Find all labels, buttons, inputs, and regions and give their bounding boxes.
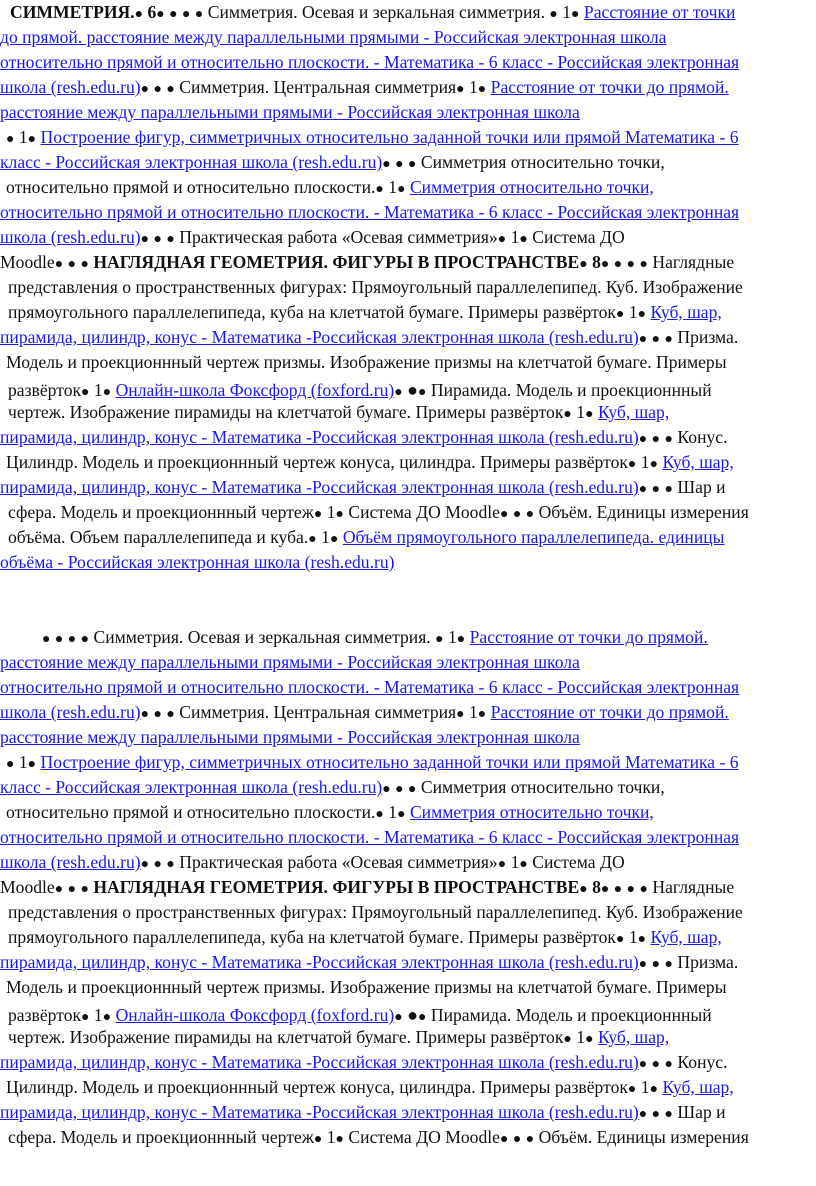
resource-link[interactable]: Расстояние от точки до прямой. <box>490 77 729 97</box>
bullet-icon: ● <box>308 532 317 547</box>
bullet-icon: ● <box>571 7 580 22</box>
resource-link[interactable]: относительно прямой и относительно плоскости. - Математика - 6 класс - Российская электронная <box>0 677 740 697</box>
topic-text: Призма. <box>677 952 739 972</box>
text-line <box>6 450 734 477</box>
text-line <box>0 550 395 574</box>
bullet-icon: ● <box>54 257 64 272</box>
bullet-icon: ● <box>585 407 594 422</box>
bullet-icon: ● <box>525 507 535 522</box>
count-number: 1 <box>326 1127 336 1147</box>
count-number: 1 <box>576 402 586 422</box>
topic-text: Симметрия. Осевая и зеркальная симметрия. <box>93 627 431 647</box>
bullet-icon: ● <box>563 407 572 422</box>
topic-text: Конус. <box>677 1052 728 1072</box>
resource-link[interactable]: расстояние между параллельными прямыми - Российская электронная школа <box>0 652 580 672</box>
bullet-icon: ● <box>153 857 162 872</box>
count-number: 1 <box>628 927 638 947</box>
bullet-icon: ● <box>27 757 37 772</box>
bullet-icon: ● <box>382 782 391 797</box>
bullet-icon: ● <box>166 857 175 872</box>
resource-link[interactable]: школа (resh.edu.ru) <box>0 77 141 97</box>
topic-text: Цилиндр. Модель и проекционнный чертеж конуса, цилиндра. Примеры развёрток <box>6 452 628 472</box>
resource-link[interactable]: класс - Российская электронная школа (resh.edu.ru) <box>0 777 383 797</box>
resource-link[interactable]: относительно прямой и относительно плоскости. - Математика - 6 класс - Российская электронная <box>0 52 740 72</box>
bullet-icon: ● <box>615 307 625 322</box>
topic-text: Система ДО Moodle <box>348 502 500 522</box>
resource-link[interactable]: Симметрия относительно точки, <box>409 802 654 822</box>
text-line <box>0 50 739 74</box>
count-number: 1 <box>469 77 478 97</box>
text-line <box>0 775 665 802</box>
text-line <box>6 125 739 152</box>
bullet-icon: ● <box>329 532 339 547</box>
bullet-icon: ● <box>637 932 647 947</box>
bullet-icon: ● <box>166 232 175 247</box>
resource-link[interactable]: пирамида, цилиндр, конус - Математика -Российская электронная школа (resh.edu.ru) <box>0 1052 639 1072</box>
topic-text: Практическая работа «Осевая симметрия» <box>179 227 498 247</box>
text-line <box>8 500 749 527</box>
count-number: 1 <box>18 752 28 772</box>
topic-text: Объём. Единицы измерения <box>538 502 749 522</box>
bullet-icon: ● <box>80 257 89 272</box>
bullet-icon: ● <box>417 385 427 400</box>
bullet-icon: ● <box>313 507 323 522</box>
bullet-icon: ● <box>627 1082 637 1097</box>
resource-link[interactable]: Расстояние от точки до прямой. <box>490 702 729 722</box>
text-line <box>8 1125 749 1152</box>
count-number: 1 <box>388 177 398 197</box>
bullet-icon: ● <box>182 7 191 22</box>
count-number: 1 <box>321 527 330 547</box>
bullet-icon: ● <box>456 82 465 97</box>
topic-text: Симметрия. Центральная симметрия <box>179 702 457 722</box>
bullet-icon: ● <box>664 332 674 347</box>
bullet-icon: ● <box>375 182 384 197</box>
topic-text: Объём. Единицы измерения <box>538 1127 749 1147</box>
topic-text: Пирамида. Модель и проекционнный <box>430 1005 712 1025</box>
resource-link[interactable]: Онлайн-школа Фоксфорд (foxford.ru) <box>115 1005 395 1025</box>
bullet-icon: ● <box>6 757 15 772</box>
topic-text: относительно прямой и относительно плоскости. <box>6 177 376 197</box>
bullet-icon: ● <box>134 7 144 22</box>
resource-link[interactable]: Расстояние от точки <box>583 2 736 22</box>
text-line <box>0 475 726 502</box>
bullet-icon: ● <box>499 1132 509 1147</box>
bullet-icon: ● <box>382 157 391 172</box>
text-line <box>0 825 739 849</box>
resource-link[interactable]: относительно прямой и относительно плоскости. - Математика - 6 класс - Российская электронная <box>0 827 740 847</box>
resource-link[interactable]: школа (resh.edu.ru) <box>0 227 141 247</box>
bullet-icon: ● <box>549 7 558 22</box>
bullet-icon: ● <box>579 257 588 272</box>
section-heading: НАГЛЯДНАЯ ГЕОМЕТРИЯ. ФИГУРЫ В ПРОСТРАНСТВЕ <box>93 877 580 897</box>
resource-link[interactable]: Куб, шар, <box>597 402 670 422</box>
text-line <box>6 975 727 999</box>
topic-text: Симметрия. Осевая и зеркальная симметрия. <box>207 2 545 22</box>
resource-link[interactable]: Симметрия относительно точки, <box>409 177 654 197</box>
topic-text: чертеж. Изображение пирамиды на клетчатой бумаге. Примеры развёрток <box>8 1027 564 1047</box>
bullet-icon: ● <box>397 807 406 822</box>
resource-link[interactable]: Куб, шар, <box>650 302 722 322</box>
bullet-icon: ● <box>335 1132 345 1147</box>
text-line <box>0 950 738 977</box>
topic-text: прямоугольного параллелепипеда, куба на клетчатой бумаге. Примеры развёрток <box>8 927 616 947</box>
topic-text: Призма. <box>677 327 739 347</box>
bullet-icon: ● <box>638 482 648 497</box>
topic-text: Система ДО <box>532 852 625 872</box>
count-number: 1 <box>326 502 336 522</box>
resource-link[interactable]: Построение фигур, симметричных относительно заданной точки или прямой Математика - 6 <box>40 127 739 147</box>
text-line <box>0 650 580 674</box>
bullet-icon: ● <box>6 132 15 147</box>
bullet-icon: ● <box>166 707 175 722</box>
topic-text: чертеж. Изображение пирамиды на клетчатой бумаге. Примеры развёрток <box>8 402 564 422</box>
bullet-icon: ● <box>664 1107 674 1122</box>
text-line <box>0 875 734 902</box>
resource-link[interactable]: Куб, шар, <box>597 1027 670 1047</box>
bullet-icon: ● <box>102 1010 112 1025</box>
topic-text: Шар и <box>677 477 726 497</box>
resource-link[interactable]: пирамида, цилиндр, конус - Математика -Российская электронная школа (resh.edu.ru) <box>0 427 639 447</box>
bullet-icon: ● <box>563 1032 572 1047</box>
bullet-icon: ● <box>638 1057 648 1072</box>
text-line <box>6 1075 734 1102</box>
bullet-icon: ● <box>585 1032 594 1047</box>
bullet-icon: ● <box>80 632 90 647</box>
bullet-icon: ● <box>67 882 77 897</box>
count-number: 1 <box>93 1005 103 1025</box>
text-line <box>8 900 743 924</box>
bullet-icon: ● <box>169 7 178 22</box>
topic-text: Конус. <box>677 427 728 447</box>
resource-link[interactable]: расстояние между параллельными прямыми - Российская электронная школа <box>0 727 580 747</box>
topic-text: относительно прямой и относительно плоскости. <box>6 802 376 822</box>
topic-text: развёрток <box>8 380 82 400</box>
count-number: 8 <box>592 877 601 897</box>
bullet-icon: ● <box>626 882 636 897</box>
count-number: 1 <box>388 802 398 822</box>
heading-symmetry: СИММЕТРИЯ. <box>10 2 135 22</box>
resource-link[interactable]: школа (resh.edu.ru) <box>0 702 141 722</box>
text-line <box>0 425 728 452</box>
count-number: 1 <box>469 702 478 722</box>
resource-link[interactable]: Расстояние от точки до прямой. <box>469 627 708 647</box>
bullet-icon: ● <box>519 857 528 872</box>
bullet-icon: ● <box>649 457 659 472</box>
resource-link[interactable]: Построение фигур, симметричных относительно заданной точки или прямой Математика - 6 <box>40 752 739 772</box>
resource-link[interactable]: Куб, шар, <box>650 927 722 947</box>
bullet-icon: ● <box>81 1010 90 1025</box>
text-line <box>10 0 735 27</box>
bullet-icon: ● <box>477 82 487 97</box>
bullet-icon: ● <box>335 507 345 522</box>
bullet-icon: ● <box>519 232 528 247</box>
count-number: 1 <box>93 380 103 400</box>
text-line <box>0 250 734 277</box>
resource-link[interactable]: Куб, шар, <box>662 1077 734 1097</box>
text-line <box>6 750 739 777</box>
bullet-icon: ● <box>651 332 661 347</box>
topic-text: Пирамида. Модель и проекционнный <box>430 380 712 400</box>
topic-text: Модель и проекционнный чертеж призмы. Изображение призмы на клетчатой бумаге. Примеры <box>6 977 727 997</box>
topic-text: сфера. Модель и проекционнный чертеж <box>8 502 314 522</box>
resource-link[interactable]: класс - Российская электронная школа (resh.edu.ru) <box>0 152 383 172</box>
count-number: 1 <box>18 127 28 147</box>
resource-link[interactable]: пирамида, цилиндр, конус - Математика -Российская электронная школа (resh.edu.ru) <box>0 477 639 497</box>
count-number: 1 <box>447 627 457 647</box>
bullet-icon: ● <box>140 707 150 722</box>
bullet-icon: ● <box>649 1082 659 1097</box>
bullet-icon: ● <box>27 132 37 147</box>
resource-link[interactable]: до прямой. расстояние между параллельными прямыми - Российская электронная школа <box>0 27 667 47</box>
bullet-icon: ● <box>407 157 417 172</box>
resource-link[interactable]: расстояние между параллельными прямыми - Российская электронная школа <box>0 102 580 122</box>
bullet-icon: ● <box>512 1132 522 1147</box>
topic-text: Moodle <box>0 877 55 897</box>
text-line <box>0 675 739 699</box>
count-number: 1 <box>628 302 638 322</box>
bullet-icon: ● <box>651 1057 661 1072</box>
bullet-icon: ● <box>81 385 90 400</box>
topic-text: сфера. Модель и проекционнный чертеж <box>8 1127 314 1147</box>
bullet-icon: ● <box>417 1010 427 1025</box>
text-line <box>0 725 580 749</box>
bullet-icon: ● <box>407 380 418 400</box>
resource-link[interactable]: пирамида, цилиндр, конус - Математика -Российская электронная школа (resh.edu.ru) <box>0 1102 639 1122</box>
text-line <box>0 150 665 177</box>
bullet-icon: ● <box>638 432 648 447</box>
bullet-icon: ● <box>153 232 162 247</box>
bullet-icon: ● <box>651 1107 661 1122</box>
bullet-icon: ● <box>153 82 162 97</box>
text-line <box>0 325 738 352</box>
text-line <box>0 1050 728 1077</box>
bullet-icon: ● <box>456 632 466 647</box>
text-line <box>8 1025 669 1052</box>
text-line <box>0 200 739 224</box>
bullet-icon: ● <box>140 232 150 247</box>
resource-link[interactable]: Куб, шар, <box>662 452 734 472</box>
bullet-icon: ● <box>639 257 649 272</box>
count-number: 1 <box>640 452 650 472</box>
count-number: 1 <box>510 227 520 247</box>
topic-text: объёма. Объем параллелепипеда и куба. <box>8 527 309 547</box>
bullet-icon: ● <box>54 882 64 897</box>
text-line <box>8 300 722 327</box>
text-line <box>0 700 729 727</box>
bullet-icon: ● <box>394 385 403 400</box>
bullet-icon: ● <box>477 707 487 722</box>
bullet-icon: ● <box>499 507 509 522</box>
bullet-icon: ● <box>651 432 661 447</box>
text-line <box>6 350 727 374</box>
bullet-icon: ● <box>435 632 444 647</box>
bullet-icon: ● <box>375 807 384 822</box>
bullet-icon: ● <box>613 882 623 897</box>
topic-text: Симметрия. Центральная симметрия <box>179 77 457 97</box>
bullet-icon: ● <box>80 882 89 897</box>
topic-text: Симметрия относительно точки, <box>420 777 665 797</box>
bullet-icon: ● <box>626 257 636 272</box>
bullet-icon: ● <box>397 182 406 197</box>
bullet-icon: ● <box>156 7 165 22</box>
text-line <box>8 525 725 552</box>
bullet-icon: ● <box>664 1057 674 1072</box>
resource-link[interactable]: пирамида, цилиндр, конус - Математика -Российская электронная школа (resh.edu.ru) <box>0 327 639 347</box>
bullet-icon: ● <box>525 1132 535 1147</box>
resource-link[interactable]: школа (resh.edu.ru) <box>0 852 141 872</box>
bullet-icon: ● <box>153 707 162 722</box>
bullet-icon: ● <box>140 82 150 97</box>
text-line <box>6 800 654 827</box>
resource-link[interactable]: объёма - Российская электронная школа (resh.edu.ru) <box>0 552 395 572</box>
topic-text: Система ДО Moodle <box>348 1127 500 1147</box>
text-line <box>0 100 580 124</box>
bullet-icon: ● <box>313 1132 323 1147</box>
bullet-icon: ● <box>600 882 610 897</box>
bullet-icon: ● <box>579 882 588 897</box>
section-heading: НАГЛЯДНАЯ ГЕОМЕТРИЯ. ФИГУРЫ В ПРОСТРАНСТВЕ <box>93 252 580 272</box>
text-line <box>6 175 654 202</box>
text-line <box>42 625 708 652</box>
text-line <box>0 1100 726 1127</box>
bullet-icon: ● <box>54 632 64 647</box>
resource-link[interactable]: пирамида, цилиндр, конус - Математика -Российская электронная школа (resh.edu.ru) <box>0 952 639 972</box>
bullet-icon: ● <box>651 957 661 972</box>
bullet-icon: ● <box>664 432 674 447</box>
bullet-icon: ● <box>637 307 647 322</box>
text-line <box>0 25 666 49</box>
bullet-icon: ● <box>664 482 674 497</box>
bullet-icon: ● <box>512 507 522 522</box>
topic-text: Симметрия относительно точки, <box>420 152 665 172</box>
bullet-icon: ● <box>613 257 623 272</box>
text-line <box>0 75 729 102</box>
bullet-icon: ● <box>67 632 77 647</box>
bullet-icon: ● <box>497 232 507 247</box>
bullet-icon: ● <box>638 1107 648 1122</box>
topic-text: Шар и <box>677 1102 726 1122</box>
bullet-icon: ● <box>600 257 610 272</box>
resource-link[interactable]: относительно прямой и относительно плоскости. - Математика - 6 класс - Российская электронная <box>0 202 740 222</box>
bullet-icon: ● <box>102 385 112 400</box>
topic-text: прямоугольного параллелепипеда, куба на клетчатой бумаге. Примеры развёрток <box>8 302 616 322</box>
topic-text: развёрток <box>8 1005 82 1025</box>
count-number: 8 <box>592 252 601 272</box>
text-line <box>8 275 743 299</box>
topic-text: Модель и проекционнный чертеж призмы. Изображение призмы на клетчатой бумаге. Примеры <box>6 352 727 372</box>
topic-text: представления о пространственных фигурах: Прямоугольный параллелепипед. Куб. Изображение <box>8 902 743 922</box>
bullet-icon: ● <box>194 7 204 22</box>
topic-text: Цилиндр. Модель и проекционнный чертеж конуса, цилиндра. Примеры развёрток <box>6 1077 628 1097</box>
bullet-icon: ● <box>638 332 648 347</box>
bullet-icon: ● <box>627 457 637 472</box>
bullet-icon: ● <box>615 932 625 947</box>
bullet-icon: ● <box>651 482 661 497</box>
bullet-icon: ● <box>140 857 150 872</box>
bullet-icon: ● <box>497 857 507 872</box>
bullet-icon: ● <box>394 1010 403 1025</box>
bullet-icon: ● <box>67 257 77 272</box>
text-line <box>0 225 625 252</box>
count-number: 1 <box>640 1077 650 1097</box>
resource-link[interactable]: Онлайн-школа Фоксфорд (foxford.ru) <box>115 380 395 400</box>
text-line <box>8 925 722 952</box>
text-line <box>8 400 669 427</box>
bullet-icon: ● <box>42 632 51 647</box>
bullet-icon: ● <box>639 882 649 897</box>
topic-text: представления о пространственных фигурах: Прямоугольный параллелепипед. Куб. Изображение <box>8 277 743 297</box>
resource-link[interactable]: Объём прямоугольного параллелепипеда. единицы <box>342 527 725 547</box>
topic-text: Наглядные <box>652 877 735 897</box>
topic-text: Наглядные <box>652 252 735 272</box>
bullet-icon: ● <box>166 82 175 97</box>
topic-text: Система ДО <box>532 227 625 247</box>
bullet-icon: ● <box>456 707 465 722</box>
bullet-icon: ● <box>664 957 674 972</box>
topic-text: Практическая работа «Осевая симметрия» <box>179 852 498 872</box>
bullet-icon: ● <box>407 1005 418 1025</box>
topic-text: Moodle <box>0 252 55 272</box>
bullet-icon: ● <box>395 782 404 797</box>
bullet-icon: ● <box>638 957 648 972</box>
bullet-icon: ● <box>395 157 404 172</box>
count-number: 1 <box>562 2 572 22</box>
count-number: 1 <box>576 1027 586 1047</box>
count-number: 1 <box>510 852 520 872</box>
count-number: 6 <box>147 2 157 22</box>
text-line <box>0 850 625 877</box>
bullet-icon: ● <box>407 782 417 797</box>
